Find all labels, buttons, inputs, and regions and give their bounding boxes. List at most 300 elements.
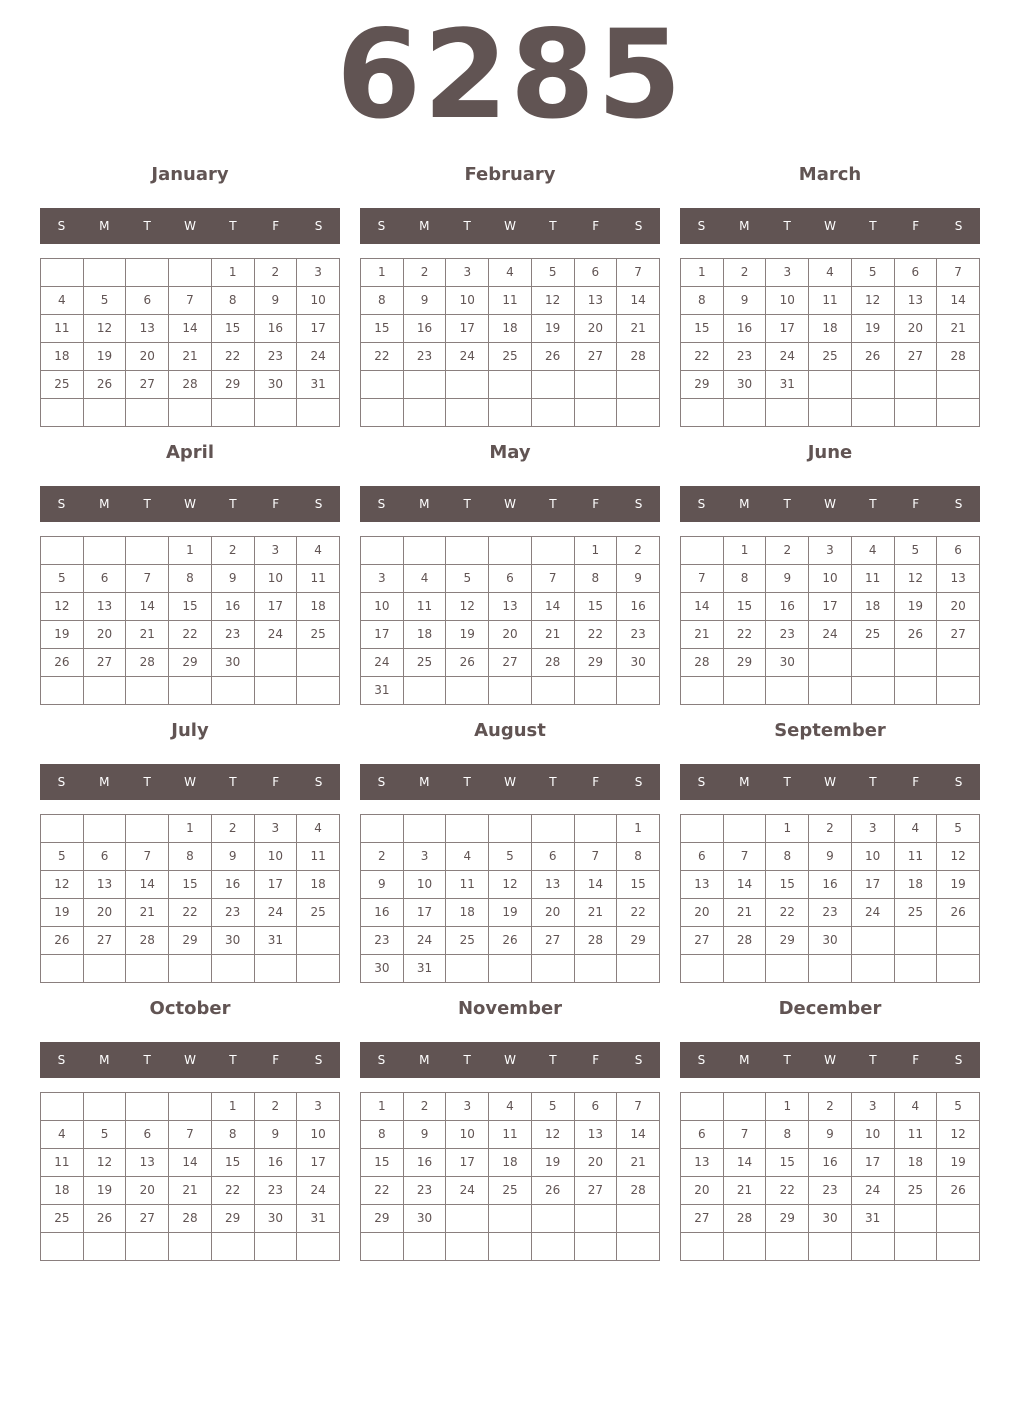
day-cell	[531, 677, 574, 705]
week-row	[41, 537, 340, 565]
day-cell	[574, 399, 617, 427]
day-cell: 12	[446, 593, 489, 621]
day-cell	[766, 955, 809, 983]
day-cell	[489, 815, 532, 843]
weekday-label: T	[549, 1053, 557, 1067]
weekday-label: S	[314, 775, 323, 789]
day-cell: 1	[766, 1093, 809, 1121]
day-cell	[531, 399, 574, 427]
day-cell: 17	[809, 593, 852, 621]
day-cell: 16	[211, 871, 254, 899]
day-cell: 21	[126, 621, 169, 649]
day-cell	[851, 371, 894, 399]
day-cell: 20	[681, 899, 724, 927]
day-cell: 23	[809, 899, 852, 927]
day-cell: 7	[574, 843, 617, 871]
weekday-label: M	[99, 775, 110, 789]
day-cell: 5	[937, 1093, 980, 1121]
week-row	[681, 1233, 980, 1261]
day-cell: 7	[723, 1121, 766, 1149]
day-cell	[617, 1233, 660, 1261]
day-cell: 9	[403, 1121, 446, 1149]
day-cell: 4	[851, 537, 894, 565]
day-cell: 3	[766, 259, 809, 287]
day-cell: 8	[766, 843, 809, 871]
week-row	[361, 315, 660, 343]
weekday-label: S	[377, 219, 386, 233]
day-cell	[723, 677, 766, 705]
weekday-label: S	[697, 775, 706, 789]
month-name: September	[774, 720, 886, 741]
week-row	[361, 649, 660, 677]
day-cell: 6	[937, 537, 980, 565]
day-cell	[894, 649, 937, 677]
weekday-label: F	[272, 219, 280, 233]
day-cell	[617, 677, 660, 705]
day-cell	[894, 1205, 937, 1233]
day-cell: 23	[361, 927, 404, 955]
day-cell: 4	[489, 1093, 532, 1121]
day-cell: 10	[446, 287, 489, 315]
day-cell: 20	[574, 1149, 617, 1177]
weekday-header	[40, 1042, 340, 1078]
day-cell: 25	[489, 1177, 532, 1205]
day-cell: 29	[211, 1205, 254, 1233]
day-cell	[83, 537, 126, 565]
weekday-label: F	[592, 497, 600, 511]
day-cell: 24	[297, 343, 340, 371]
day-cell: 27	[126, 371, 169, 399]
weekday-label: T	[229, 1053, 237, 1067]
day-cell	[211, 677, 254, 705]
day-cell	[169, 399, 212, 427]
week-row	[361, 1233, 660, 1261]
day-cell: 21	[681, 621, 724, 649]
weekday-label: W	[824, 497, 836, 511]
day-cell: 28	[126, 649, 169, 677]
weekday-label: M	[739, 497, 750, 511]
day-cell: 1	[211, 1093, 254, 1121]
day-cell: 30	[809, 927, 852, 955]
day-cell: 26	[489, 927, 532, 955]
week-row	[41, 371, 340, 399]
day-cell: 4	[446, 843, 489, 871]
day-cell: 15	[617, 871, 660, 899]
day-cell: 13	[574, 1121, 617, 1149]
day-cell: 11	[489, 287, 532, 315]
day-cell: 12	[851, 287, 894, 315]
week-row	[41, 1093, 340, 1121]
day-cell: 28	[723, 927, 766, 955]
day-cell: 8	[211, 1121, 254, 1149]
day-cell: 10	[446, 1121, 489, 1149]
day-cell: 14	[531, 593, 574, 621]
week-row	[681, 1093, 980, 1121]
day-cell	[489, 955, 532, 983]
day-cell	[446, 1233, 489, 1261]
day-cell: 7	[617, 1093, 660, 1121]
week-row	[41, 1205, 340, 1233]
weekday-label: T	[143, 497, 151, 511]
week-row	[361, 343, 660, 371]
day-cell	[681, 1233, 724, 1261]
day-cell	[41, 677, 84, 705]
weekday-label: S	[314, 497, 323, 511]
day-cell: 25	[297, 899, 340, 927]
day-cell: 2	[254, 259, 297, 287]
day-cell: 19	[894, 593, 937, 621]
day-cell: 6	[574, 259, 617, 287]
day-cell: 2	[254, 1093, 297, 1121]
day-cell: 3	[851, 1093, 894, 1121]
day-cell: 4	[41, 287, 84, 315]
day-cell	[489, 1233, 532, 1261]
day-cell	[126, 399, 169, 427]
day-cell: 15	[211, 315, 254, 343]
day-cell: 4	[489, 259, 532, 287]
day-cell: 27	[574, 343, 617, 371]
weekday-label: T	[783, 219, 791, 233]
week-row	[681, 621, 980, 649]
day-cell: 2	[809, 1093, 852, 1121]
day-cell: 4	[809, 259, 852, 287]
day-cell	[403, 399, 446, 427]
month-august	[360, 719, 660, 981]
weekday-label: S	[697, 1053, 706, 1067]
day-cell: 26	[41, 649, 84, 677]
weekday-label: T	[463, 497, 471, 511]
week-row	[361, 537, 660, 565]
day-cell: 24	[361, 649, 404, 677]
day-cell	[681, 815, 724, 843]
day-cell	[489, 1205, 532, 1233]
day-cell	[446, 815, 489, 843]
day-cell: 15	[723, 593, 766, 621]
day-cell	[403, 1233, 446, 1261]
day-cell: 2	[403, 1093, 446, 1121]
day-cell: 3	[297, 1093, 340, 1121]
day-cell: 26	[531, 1177, 574, 1205]
day-cell: 9	[211, 843, 254, 871]
day-cell: 19	[83, 343, 126, 371]
weekday-label: M	[739, 219, 750, 233]
day-cell	[894, 955, 937, 983]
week-row	[681, 677, 980, 705]
month-name: August	[474, 720, 546, 741]
day-cell: 5	[531, 1093, 574, 1121]
day-cell: 27	[937, 621, 980, 649]
day-cell: 14	[126, 593, 169, 621]
weekday-label: F	[912, 497, 920, 511]
day-cell	[574, 371, 617, 399]
day-cell: 21	[169, 343, 212, 371]
day-cell: 28	[617, 1177, 660, 1205]
day-cell	[446, 371, 489, 399]
day-cell	[361, 815, 404, 843]
day-cell	[126, 955, 169, 983]
week-row	[681, 371, 980, 399]
day-cell: 8	[361, 1121, 404, 1149]
day-cell: 3	[446, 1093, 489, 1121]
day-cell: 17	[403, 899, 446, 927]
day-cell: 20	[489, 621, 532, 649]
day-cell: 4	[894, 1093, 937, 1121]
day-cell	[361, 537, 404, 565]
day-cell: 29	[766, 1205, 809, 1233]
day-cell: 12	[937, 843, 980, 871]
day-cell: 17	[297, 1149, 340, 1177]
weekday-label: M	[99, 497, 110, 511]
weekday-label: T	[463, 775, 471, 789]
weekday-label: W	[824, 219, 836, 233]
day-cell	[617, 1205, 660, 1233]
day-cell: 18	[489, 315, 532, 343]
day-cell: 17	[254, 593, 297, 621]
day-cell	[41, 399, 84, 427]
day-cell: 21	[617, 1149, 660, 1177]
day-cell: 13	[83, 871, 126, 899]
month-name: October	[149, 998, 231, 1019]
day-cell: 23	[766, 621, 809, 649]
day-cell: 12	[489, 871, 532, 899]
day-cell: 19	[489, 899, 532, 927]
day-cell	[126, 677, 169, 705]
day-cell: 7	[126, 565, 169, 593]
weekday-label: T	[549, 775, 557, 789]
day-cell: 30	[403, 1205, 446, 1233]
day-cell: 14	[169, 315, 212, 343]
day-cell: 28	[126, 927, 169, 955]
weekday-label: T	[143, 219, 151, 233]
day-cell	[723, 1093, 766, 1121]
day-cell: 16	[809, 871, 852, 899]
day-cell: 3	[809, 537, 852, 565]
day-cell: 11	[41, 315, 84, 343]
day-cell: 18	[403, 621, 446, 649]
week-row	[361, 621, 660, 649]
day-cell: 27	[574, 1177, 617, 1205]
day-cell: 7	[723, 843, 766, 871]
day-cell: 9	[723, 287, 766, 315]
weekday-label: T	[783, 497, 791, 511]
day-cell: 22	[766, 1177, 809, 1205]
weekday-header	[40, 208, 340, 244]
day-cell	[809, 649, 852, 677]
day-cell	[531, 1205, 574, 1233]
day-cell: 16	[403, 315, 446, 343]
day-grid	[680, 536, 980, 705]
day-cell: 22	[361, 343, 404, 371]
day-cell: 30	[211, 649, 254, 677]
week-row	[361, 259, 660, 287]
day-cell: 3	[361, 565, 404, 593]
month-november	[360, 997, 660, 1259]
day-cell	[809, 955, 852, 983]
day-cell: 23	[254, 1177, 297, 1205]
day-cell	[254, 649, 297, 677]
day-cell: 13	[531, 871, 574, 899]
day-cell: 31	[766, 371, 809, 399]
day-cell: 4	[297, 815, 340, 843]
week-row	[681, 259, 980, 287]
day-cell: 25	[41, 1205, 84, 1233]
week-row	[681, 565, 980, 593]
day-cell: 21	[531, 621, 574, 649]
week-row	[681, 871, 980, 899]
day-cell	[851, 677, 894, 705]
weekday-label: M	[739, 775, 750, 789]
day-cell: 2	[766, 537, 809, 565]
day-cell	[297, 955, 340, 983]
day-cell: 20	[937, 593, 980, 621]
week-row	[361, 815, 660, 843]
weekday-label: S	[954, 1053, 963, 1067]
day-cell	[894, 677, 937, 705]
week-row	[41, 843, 340, 871]
weekday-label: W	[184, 497, 196, 511]
day-cell	[681, 677, 724, 705]
weekday-header	[360, 764, 660, 800]
day-cell: 6	[126, 1121, 169, 1149]
day-cell: 29	[169, 927, 212, 955]
day-cell: 19	[851, 315, 894, 343]
day-cell	[126, 1233, 169, 1261]
day-cell	[83, 1093, 126, 1121]
weekday-label: T	[143, 775, 151, 789]
day-cell: 11	[894, 843, 937, 871]
day-cell: 22	[169, 621, 212, 649]
day-cell: 5	[851, 259, 894, 287]
day-cell: 26	[41, 927, 84, 955]
day-cell: 25	[403, 649, 446, 677]
day-cell	[851, 649, 894, 677]
day-cell	[617, 399, 660, 427]
weekday-label: T	[463, 1053, 471, 1067]
month-name: May	[489, 442, 531, 463]
day-cell: 16	[211, 593, 254, 621]
day-cell: 23	[403, 343, 446, 371]
weekday-label: S	[954, 497, 963, 511]
day-cell	[937, 677, 980, 705]
day-cell	[574, 1205, 617, 1233]
day-cell: 17	[446, 315, 489, 343]
day-cell: 9	[403, 287, 446, 315]
day-cell: 20	[681, 1177, 724, 1205]
day-cell: 9	[254, 1121, 297, 1149]
weekday-label: W	[504, 775, 516, 789]
month-june	[680, 441, 980, 703]
week-row	[41, 565, 340, 593]
week-row	[361, 371, 660, 399]
day-cell: 24	[403, 927, 446, 955]
day-cell: 27	[83, 649, 126, 677]
weekday-label: F	[272, 775, 280, 789]
weekday-label: T	[549, 497, 557, 511]
day-cell	[446, 399, 489, 427]
weekday-header	[360, 486, 660, 522]
day-cell: 8	[169, 843, 212, 871]
day-cell: 7	[126, 843, 169, 871]
day-cell	[574, 955, 617, 983]
day-cell: 31	[403, 955, 446, 983]
day-cell: 23	[254, 343, 297, 371]
day-cell: 29	[723, 649, 766, 677]
day-cell	[937, 399, 980, 427]
week-row	[361, 1121, 660, 1149]
day-cell: 26	[937, 1177, 980, 1205]
day-cell: 1	[617, 815, 660, 843]
weekday-label: T	[229, 219, 237, 233]
day-cell	[403, 815, 446, 843]
day-cell: 27	[681, 1205, 724, 1233]
day-cell: 23	[809, 1177, 852, 1205]
day-cell	[937, 927, 980, 955]
day-cell	[851, 927, 894, 955]
day-cell	[41, 1093, 84, 1121]
day-cell: 16	[254, 1149, 297, 1177]
day-cell	[169, 955, 212, 983]
day-cell: 15	[681, 315, 724, 343]
day-cell: 22	[574, 621, 617, 649]
week-row	[681, 1121, 980, 1149]
day-cell	[809, 677, 852, 705]
day-cell	[41, 537, 84, 565]
weekday-label: F	[912, 219, 920, 233]
day-cell	[41, 259, 84, 287]
day-cell: 9	[254, 287, 297, 315]
day-cell: 17	[361, 621, 404, 649]
day-cell: 12	[894, 565, 937, 593]
weekday-label: T	[869, 497, 877, 511]
day-cell: 22	[766, 899, 809, 927]
weekday-header	[680, 1042, 980, 1078]
day-cell: 25	[41, 371, 84, 399]
month-april	[40, 441, 340, 703]
day-cell: 13	[83, 593, 126, 621]
day-cell: 10	[809, 565, 852, 593]
month-february	[360, 163, 660, 425]
day-cell	[809, 1233, 852, 1261]
day-cell: 18	[297, 593, 340, 621]
day-cell: 10	[297, 287, 340, 315]
day-cell: 22	[211, 343, 254, 371]
weekday-header	[40, 764, 340, 800]
day-cell: 11	[297, 843, 340, 871]
week-row	[41, 649, 340, 677]
day-cell: 8	[766, 1121, 809, 1149]
day-cell: 21	[617, 315, 660, 343]
day-cell	[937, 1205, 980, 1233]
day-cell: 10	[403, 871, 446, 899]
day-cell: 18	[851, 593, 894, 621]
day-cell: 11	[297, 565, 340, 593]
day-cell: 7	[617, 259, 660, 287]
day-cell	[361, 1233, 404, 1261]
week-row	[41, 343, 340, 371]
day-cell: 6	[894, 259, 937, 287]
day-cell: 31	[297, 371, 340, 399]
day-cell	[851, 955, 894, 983]
day-grid	[40, 536, 340, 705]
day-cell	[766, 1233, 809, 1261]
day-cell: 15	[361, 315, 404, 343]
weekday-label: M	[99, 219, 110, 233]
day-cell	[531, 537, 574, 565]
day-cell: 11	[809, 287, 852, 315]
weekday-label: S	[57, 775, 66, 789]
day-cell	[894, 927, 937, 955]
day-cell	[766, 677, 809, 705]
